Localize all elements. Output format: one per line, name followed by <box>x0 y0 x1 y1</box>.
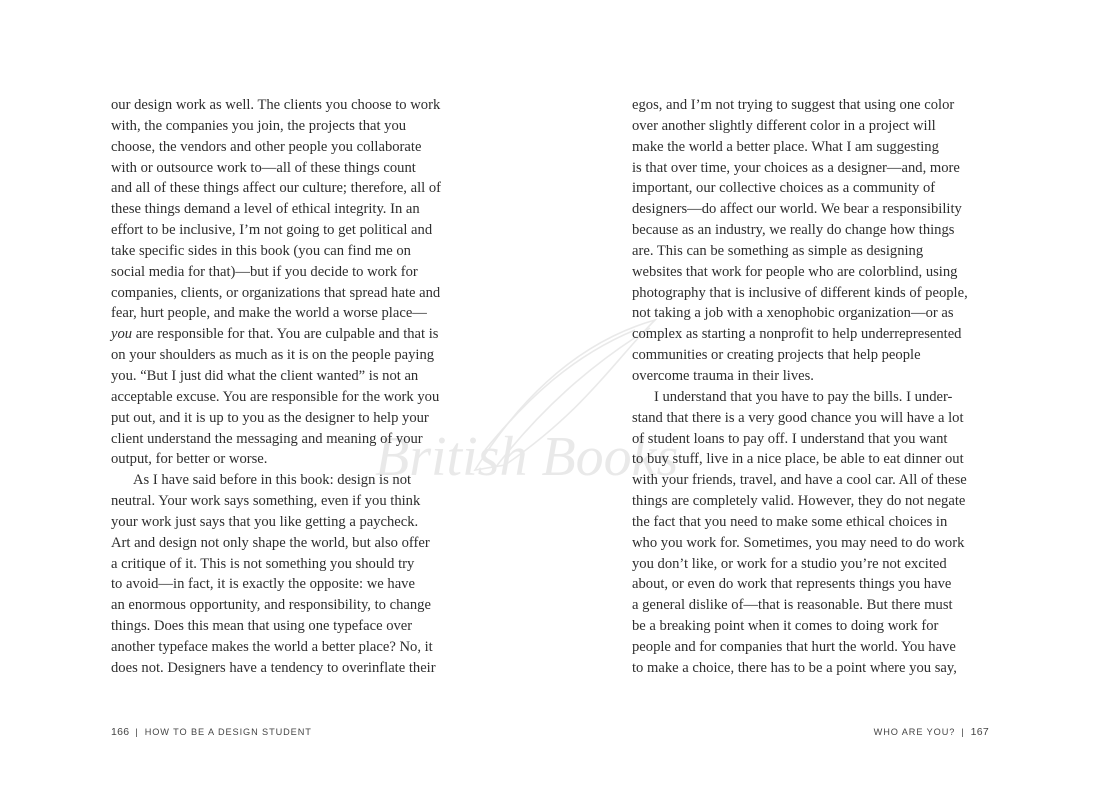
right-line-20: things are completely valid. However, they do not negate <box>632 493 966 510</box>
left-line-8: take specific sides in this book (you can find me on <box>111 242 411 259</box>
right-page <box>632 95 988 679</box>
right-line-13: communities or creating projects that help people <box>632 347 921 364</box>
right-line-4: is that over time, your choices as a designer—and, more <box>632 159 960 176</box>
left-line-13: on your shoulders as much as it is on the people paying <box>111 347 435 364</box>
left-line-17: client understand the messaging and meaning of your <box>111 430 423 447</box>
left-line-6: these things demand a level of ethical integrity. In an <box>111 201 420 218</box>
watermark-text: British Books <box>375 426 679 488</box>
left-line-7: effort to be inclusive, I’m not going to get political and <box>111 222 433 239</box>
right-line-11: not taking a job with a xenophobic organization—or as <box>632 305 954 322</box>
right-line-19: with your friends, travel, and have a cool car. All of these <box>632 472 967 489</box>
left-line-20: neutral. Your work says something, even if you think <box>111 493 421 510</box>
left-page-number: 166 <box>111 726 130 738</box>
left-line-22: Art and design not only shape the world, but also offer <box>111 534 430 551</box>
left-line-3: choose, the vendors and other people you collaborate <box>111 138 422 155</box>
left-line-9: social media for that)—but if you decide to work for <box>111 263 418 280</box>
right-running-title: WHO ARE YOU? <box>873 727 956 737</box>
right-line-16: stand that there is a very good chance you will have a lot <box>632 409 964 426</box>
right-line-25: a general dislike of—that is reasonable. But there must <box>632 597 953 614</box>
right-line-12: complex as starting a nonprofit to help underrepresented <box>632 326 962 343</box>
right-line-9: websites that work for people who are colorblind, using <box>632 263 958 280</box>
left-line-21: your work just says that you like getting a paycheck. <box>111 513 419 530</box>
right-line-26: be a breaking point when it comes to doing work for <box>632 618 939 635</box>
left-line-16: put out, and it is up to you as the designer to help your <box>111 409 429 426</box>
left-line-10: companies, clients, or organizations that spread hate and <box>111 284 441 301</box>
left-line-23: a critique of it. This is not something you should try <box>111 555 415 572</box>
right-line-15: I understand that you have to pay the bills. I under- <box>654 388 953 405</box>
right-line-7: because as an industry, we really do change how things <box>632 222 955 239</box>
right-line-22: who you work for. Sometimes, you may need to do work <box>632 534 965 551</box>
right-line-8: are. This can be something as simple as designing <box>632 242 924 259</box>
left-line-5: and all of these things affect our culture; therefore, all of <box>111 180 441 197</box>
right-line-10: photography that is inclusive of different kinds of people, <box>632 284 968 301</box>
left-line-28: does not. Designers have a tendency to overinflate their <box>111 659 436 676</box>
left-line-11: fear, hurt people, and make the world a worse place— <box>111 305 427 322</box>
right-line-24: about, or even do work that represents things you have <box>632 576 952 593</box>
left-page-footer <box>111 726 312 738</box>
right-line-17: of student loans to pay off. I understand that you want <box>632 430 948 447</box>
right-line-23: you don’t like, or work for a studio you’re not excited <box>632 555 947 572</box>
footer-separator: | <box>961 727 965 737</box>
right-line-21: the fact that you need to make some ethical choices in <box>632 513 948 530</box>
left-line-26: things. Does this mean that using one typeface over <box>111 618 413 635</box>
left-line-18: output, for better or worse. <box>111 451 268 468</box>
right-page-number: 167 <box>970 726 989 738</box>
left-line-2: with, the companies you join, the projects that you <box>111 117 407 134</box>
left-line-12-rest: are responsible for that. You are culpable and that is <box>132 326 439 343</box>
right-line-1: egos, and I’m not trying to suggest that using one color <box>632 97 955 113</box>
right-line-6: designers—do affect our world. We bear a responsibility <box>632 201 962 218</box>
right-line-3: make the world a better place. What I am suggesting <box>632 138 939 155</box>
left-line-1: our design work as well. The clients you choose to work <box>111 97 441 113</box>
right-page-footer <box>874 726 989 738</box>
left-line-15: acceptable excuse. You are responsible for the work you <box>111 388 440 405</box>
left-line-27: another typeface makes the world a better place? No, it <box>111 638 433 655</box>
left-line-12 <box>111 324 463 345</box>
left-line-4: with or outsource work to—all of these things count <box>111 159 416 176</box>
left-line-14: you. “But I just did what the client wanted” is not an <box>111 367 419 384</box>
right-line-2: over another slightly different color in a project will <box>632 117 936 134</box>
quill-feather-icon <box>475 320 655 470</box>
left-page <box>111 95 463 679</box>
left-line-25: an enormous opportunity, and responsibility, to change <box>111 597 431 614</box>
italic-you: you <box>111 326 133 343</box>
right-line-27: people and for companies that hurt the world. You have <box>632 638 956 655</box>
right-line-14: overcome trauma in their lives. <box>632 367 814 384</box>
right-line-18: to buy stuff, live in a nice place, be able to eat dinner out <box>632 451 964 468</box>
left-line-19: As I have said before in this book: design is not <box>133 472 412 489</box>
right-line-28: to make a choice, there has to be a point where you say, <box>632 659 957 676</box>
right-line-5: important, our collective choices as a community of <box>632 180 936 197</box>
left-line-24: to avoid—in fact, it is exactly the opposite: we have <box>111 576 415 593</box>
left-running-title: HOW TO BE A DESIGN STUDENT <box>144 727 312 737</box>
footer-separator: | <box>135 727 139 737</box>
